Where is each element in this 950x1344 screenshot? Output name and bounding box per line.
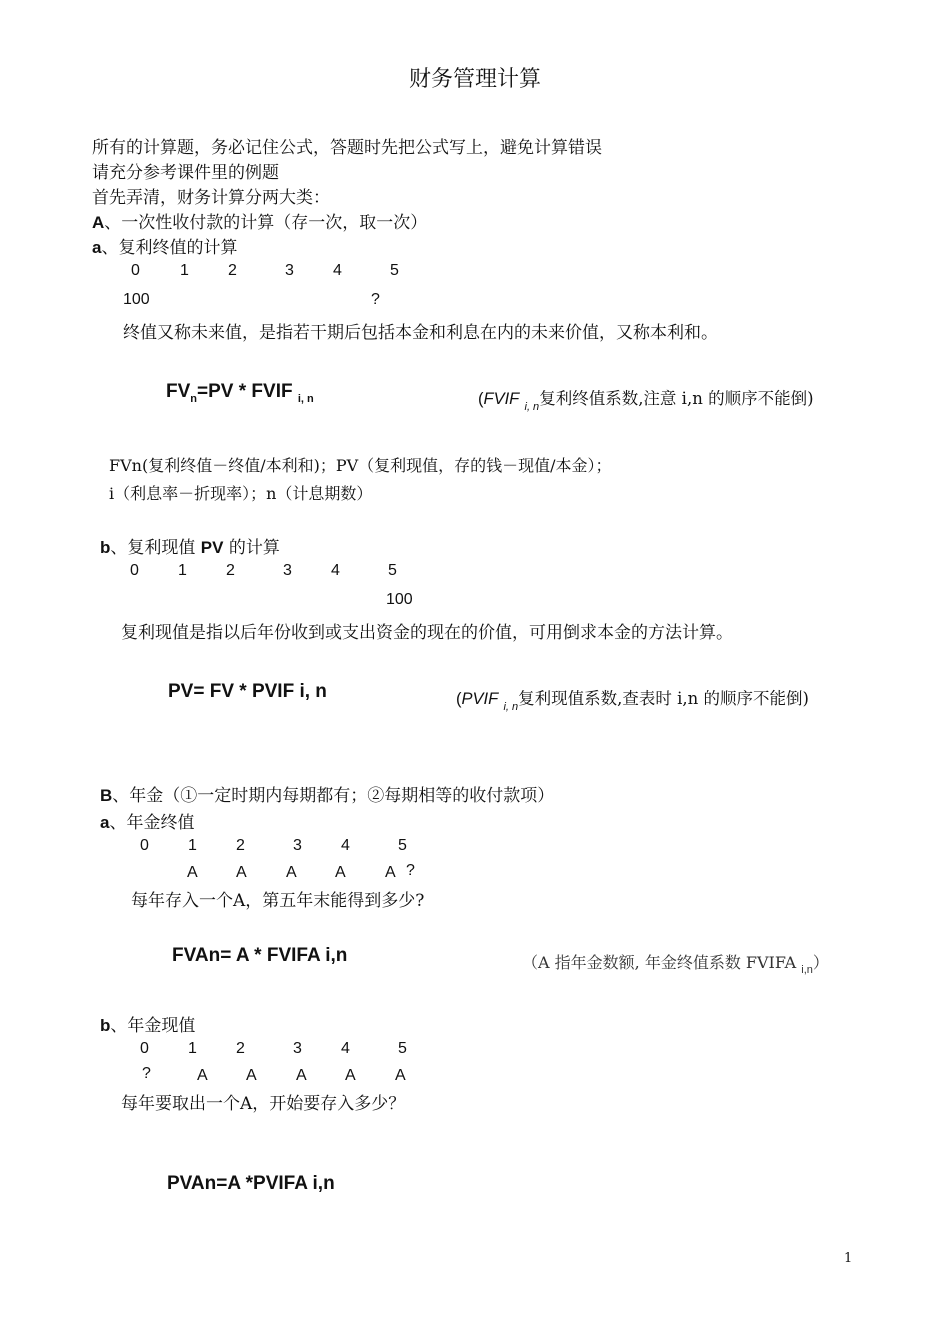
timeline-tick: 2 xyxy=(228,262,237,279)
subsection-aa-heading-text: 、复利终值的计算 xyxy=(101,238,238,258)
timeline-tick: 4 xyxy=(333,262,342,279)
timeline-tick: 4 xyxy=(341,1040,350,1057)
section-b-heading-text: 、年金（①一定时期内每期都有；②每期相等的收付款项） xyxy=(112,786,555,806)
end-value: 100 xyxy=(386,591,413,608)
payment-a: A xyxy=(296,1067,307,1084)
pv-note xyxy=(456,685,809,713)
section-a-heading-text: 、一次性收付款的计算（存一次，取一次） xyxy=(104,213,428,233)
section-b-heading xyxy=(100,781,554,806)
fv-description: 终值又称未来值，是指若干期后包括本金和利息在内的未来价值，又称本利和。 xyxy=(123,323,718,343)
timeline-tick: 1 xyxy=(188,837,197,854)
definitions-line-2: i（利息率－折现率）；n（计息期数） xyxy=(109,484,373,503)
unknown-value: ? xyxy=(406,862,415,879)
payment-a: A xyxy=(335,864,346,881)
timeline-tick: 2 xyxy=(236,837,245,854)
pv-formula: PV= FV * PVIF i, n xyxy=(168,681,327,702)
payment-a: A xyxy=(236,864,247,881)
payment-a: A xyxy=(187,864,198,881)
fva-formula: FVAn= A * FVIFA i,n xyxy=(172,945,348,966)
timeline-tick: 1 xyxy=(180,262,189,279)
timeline-tick: 5 xyxy=(390,262,399,279)
timeline-tick: 5 xyxy=(398,1040,407,1057)
payment-a: A xyxy=(286,864,297,881)
fva-note-close: ） xyxy=(812,953,829,972)
subsection-aa-letter: a xyxy=(92,238,102,257)
timeline-tick: 2 xyxy=(226,562,235,579)
timeline-tick: 3 xyxy=(293,837,302,854)
payment-a: A xyxy=(197,1067,208,1084)
fv-note xyxy=(478,385,814,413)
timeline-tick: 1 xyxy=(178,562,187,579)
timeline-tick: 3 xyxy=(285,262,294,279)
fva-note-sub: i,n xyxy=(801,964,813,976)
fv-note-sub: i, n xyxy=(524,401,540,413)
intro-line-3: 首先弄清，财务计算分两大类： xyxy=(92,188,330,208)
end-value: ? xyxy=(371,291,380,308)
subsection-ab-heading-pre: 、复利现值 xyxy=(110,538,196,558)
pv-note-text: 复利现值系数,查表时 i,n 的顺序不能倒) xyxy=(518,689,809,708)
page-number: 1 xyxy=(844,1251,853,1266)
unknown-value: ? xyxy=(142,1065,151,1082)
fv-formula-main: FV xyxy=(166,381,191,402)
timeline-tick: 0 xyxy=(131,262,140,279)
fv-note-text: 复利终值系数,注意 i,n 的顺序不能倒) xyxy=(539,389,814,408)
subsection-bb-heading xyxy=(100,1011,195,1036)
fva-description: 每年存入一个A，第五年末能得到多少? xyxy=(131,891,425,911)
payment-a: A xyxy=(345,1067,356,1084)
fv-formula-sub: i, n xyxy=(297,393,314,405)
timeline-tick: 2 xyxy=(236,1040,245,1057)
subsection-bb-heading-text: 、年金现值 xyxy=(110,1016,196,1036)
timeline-tick: 0 xyxy=(140,837,149,854)
pv-description: 复利现值是指以后年份收到或支出资金的现在的价值，可用倒求本金的方法计算。 xyxy=(121,623,733,643)
timeline-tick: 1 xyxy=(188,1040,197,1057)
section-a-heading xyxy=(92,208,427,233)
timeline-tick: 4 xyxy=(341,837,350,854)
intro-line-2: 请充分参考课件里的例题 xyxy=(92,163,279,183)
subsection-bb-letter: b xyxy=(100,1016,111,1035)
subsection-ba-heading-text: 、年金终值 xyxy=(109,813,195,833)
subsection-ab-heading xyxy=(100,533,280,558)
section-b-letter: B xyxy=(100,786,113,805)
fva-note xyxy=(522,950,829,976)
pv-note-sub: i, n xyxy=(503,701,519,713)
subsection-ba-heading xyxy=(100,808,194,833)
timeline-tick: 3 xyxy=(283,562,292,579)
subsection-aa-heading xyxy=(92,233,237,258)
payment-a: A xyxy=(385,864,396,881)
timeline-tick: 5 xyxy=(398,837,407,854)
fv-note-open: ( xyxy=(478,390,484,408)
fv-formula-rest: =PV * FVIF xyxy=(197,381,293,402)
pv-note-open: ( xyxy=(456,690,462,708)
payment-a: A xyxy=(246,1067,257,1084)
fva-note-text: （A 指年金数额, 年金终值系数 FVIFA xyxy=(522,953,797,972)
fv-formula xyxy=(166,381,314,405)
subsection-ab-letter: b xyxy=(100,538,111,557)
page-title: 财务管理计算 xyxy=(408,67,541,92)
fv-formula-n: n xyxy=(190,393,198,405)
start-value: 100 xyxy=(123,291,150,308)
pv-note-factor: PVIF xyxy=(461,690,499,708)
timeline-tick: 0 xyxy=(140,1040,149,1057)
section-a-letter: A xyxy=(92,213,105,232)
payment-a: A xyxy=(395,1067,406,1084)
intro-line-1: 所有的计算题，务必记住公式，答题时先把公式写上，避免计算错误 xyxy=(92,138,602,158)
subsection-ab-heading-post: 的计算 xyxy=(228,538,280,558)
subsection-ba-letter: a xyxy=(100,813,110,832)
timeline-tick: 4 xyxy=(331,562,340,579)
timeline-tick: 5 xyxy=(388,562,397,579)
pva-description: 每年要取出一个A，开始要存入多少？ xyxy=(121,1094,406,1114)
subsection-ab-heading-pv: PV xyxy=(200,538,224,557)
definitions-line-1: FVn(复利终值－终值/本利和)；PV（复利现值，存的钱－现值/本金）； xyxy=(109,456,612,475)
pva-formula: PVAn=A *PVIFA i,n xyxy=(167,1173,335,1194)
timeline-tick: 0 xyxy=(130,562,139,579)
fv-note-factor: FVIF xyxy=(483,390,520,408)
timeline-tick: 3 xyxy=(293,1040,302,1057)
